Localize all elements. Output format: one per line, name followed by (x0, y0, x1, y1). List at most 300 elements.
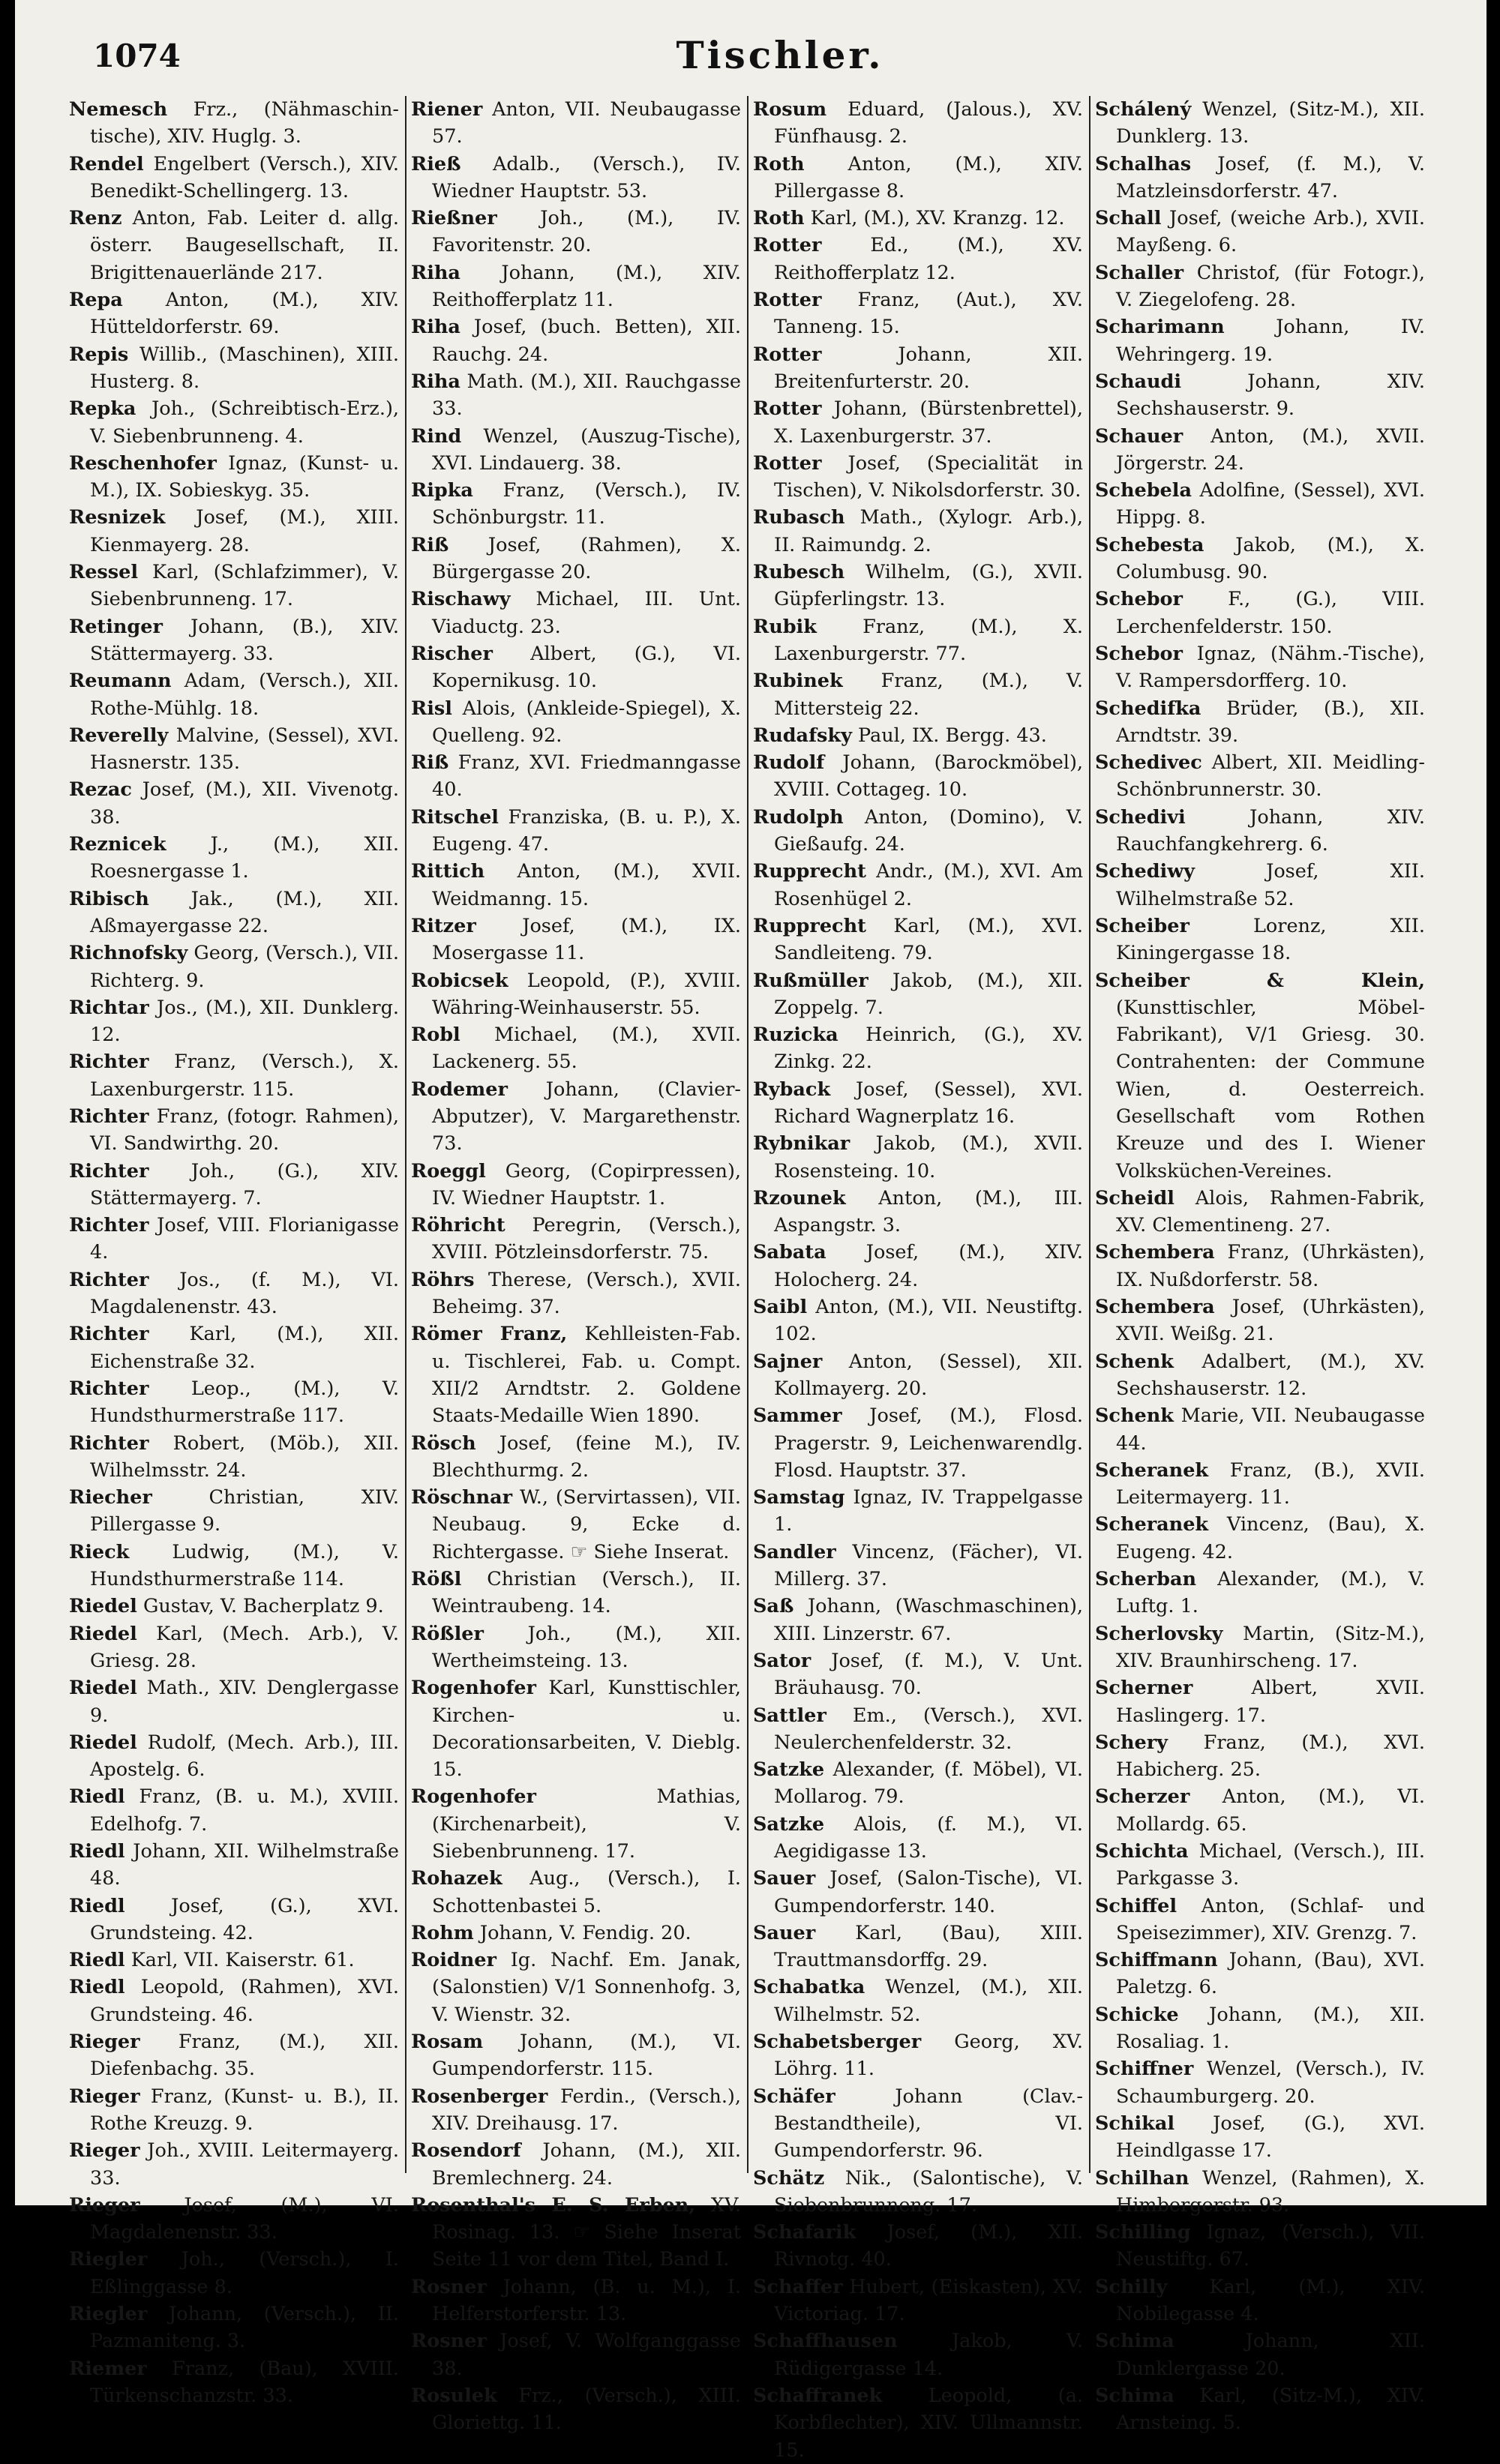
directory-entry (753, 667, 1083, 722)
directory-entry (1095, 1185, 1425, 1239)
entry-details: Franz, (Uhrkästen), IX. Nußdorferstr. 58. (1116, 1241, 1425, 1291)
entry-details: Rudolf, (Mech. Arb.), III. Apostelg. 6. (90, 1731, 399, 1782)
entry-details: Josef, (buch. Betten), XII. Rauchg. 24. (432, 316, 741, 366)
entry-name: Reverelly (69, 724, 169, 747)
directory-entry (1095, 967, 1425, 1185)
directory-entry (1095, 1783, 1425, 1838)
directory-entry (411, 913, 741, 967)
entry-details: Franziska, (B. u. P.), X. Eugeng. 47. (432, 805, 741, 856)
entry-details: Johann, (Versch.), II. Pazmaniteng. 3. (90, 2303, 399, 2353)
entry-details: Leopold, (a. Korbflechter), XIV. Ullmannstr. 15. (774, 2384, 1083, 2462)
directory-entry (1095, 259, 1425, 314)
entry-name: Riedl (69, 1785, 125, 1809)
entry-details: Karl, Kunsttischler, Kirchen- u. Decorationsarbeiten, V. Dieblg. 15. (432, 1677, 741, 1782)
entry-details: Johann, (M.), XII. Rosaliag. 1. (1116, 2003, 1425, 2054)
directory-entry (1095, 1729, 1425, 1784)
directory-entry (69, 776, 399, 831)
directory-entry (411, 858, 741, 913)
entry-details: Josef, (Uhrkästen), XVII. Weißg. 21. (1116, 1296, 1425, 1346)
entry-name: Rosenthal's E. S. Erben, (411, 2193, 696, 2217)
directory-entry (411, 2274, 741, 2328)
directory-entry (69, 667, 399, 722)
entry-details: Jakob, (M.), XII. Zoppelg. 7. (774, 969, 1083, 1019)
entry-name: Schedivi (1095, 805, 1186, 829)
entry-name: Scherban (1095, 1568, 1197, 1591)
directory-entry (753, 1130, 1083, 1185)
entry-details: Franz, (Bau), XVIII. Türkenschanzstr. 33. (90, 2357, 399, 2407)
directory-entry (69, 286, 399, 341)
entry-name: Riedl (69, 1976, 125, 1999)
entry-details: Ludwig, (M.), V. Hundsthurmerstraße 114. (90, 1540, 399, 1591)
entry-name: Riener (411, 98, 483, 121)
entry-details: Franz, (Kunst- u. B.), II. Rothe Kreuzg. 9. (90, 2085, 399, 2135)
entry-details: Franz, (M.), XVI. Habicherg. 25. (1116, 1731, 1425, 1782)
entry-details: Joh., (M.), IV. Favoritenstr. 20. (432, 207, 741, 257)
entry-name: Riha (411, 261, 460, 284)
entry-details: Johann (Clav.-Bestandtheile), VI. Gumpendorferstr. 96. (774, 2085, 1083, 2163)
entry-name: Rudolph (753, 805, 844, 829)
entry-name: Rußmüller (753, 969, 868, 992)
entry-details: Michael, III. Unt. Viaductg. 23. (432, 588, 741, 638)
entry-details: Karl, (Schlafzimmer), V. Siebenbrunneng. 17. (90, 561, 399, 611)
directory-entry (411, 205, 741, 259)
directory-entry (753, 96, 1083, 151)
directory-entry (1095, 151, 1425, 205)
entry-name: Satzke (753, 1758, 825, 1782)
entry-name: Rudafsky (753, 724, 852, 747)
directory-entry (411, 586, 741, 640)
entry-details: Frz., (Versch.), XIII. Gloriettg. 11. (432, 2384, 741, 2435)
directory-entry (411, 2192, 741, 2274)
directory-entry (1095, 1402, 1425, 1457)
directory-entry (411, 2382, 741, 2437)
entry-name: Richter (69, 1323, 149, 1346)
entry-details: Ignaz, IV. Trappelgasse 1. (774, 1486, 1083, 1536)
directory-entry (69, 1212, 399, 1266)
entry-name: Schabetsberger (753, 2031, 922, 2054)
directory-entry (411, 423, 741, 478)
directory-entry (753, 858, 1083, 913)
directory-entry (753, 1076, 1083, 1131)
entry-details: Math. (M.), XII. Rauchgasse 33. (432, 370, 741, 421)
entry-name: Ritschel (411, 805, 499, 829)
directory-entry (753, 1920, 1083, 1974)
entry-name: Riedel (69, 1595, 137, 1618)
entry-details: Andr., (M.), XVI. Am Rosenhügel 2. (774, 860, 1083, 910)
directory-columns (69, 96, 1464, 2462)
directory-entry (69, 2083, 399, 2138)
entry-details: Anton, (M.), XVII. Weidmanng. 15. (432, 860, 741, 910)
entry-details: Josef, XII. Wilhelmstraße 52. (1116, 860, 1425, 910)
entry-name: Sammer (753, 1404, 842, 1428)
directory-entry (1095, 1838, 1425, 1893)
entry-name: Rzounek (753, 1186, 846, 1210)
entry-details: Jakob, (M.), XVII. Rosensteing. 10. (774, 1132, 1083, 1183)
entry-name: Riedl (69, 1949, 125, 1972)
directory-entry (753, 804, 1083, 859)
directory-entry (411, 96, 741, 151)
column-3 (753, 96, 1083, 2462)
directory-entry (69, 205, 399, 286)
entry-name: Reznicek (69, 833, 166, 856)
entry-details: Paul, IX. Bergg. 43. (851, 724, 1047, 747)
directory-entry (69, 1103, 399, 1158)
directory-entry (1095, 2274, 1425, 2328)
entry-name: Rieck (69, 1540, 130, 1563)
column-1 (69, 96, 399, 2407)
entry-name: Rieger (69, 2085, 140, 2108)
column-4 (1095, 96, 1425, 2435)
directory-entry (411, 1674, 741, 1783)
entry-details: Johann, XII. Dunklergasse 20. (1116, 2330, 1425, 2380)
directory-entry (1095, 96, 1425, 151)
entry-name: Rieger (69, 2031, 140, 2054)
directory-entry (411, 368, 741, 423)
entry-name: Richnofsky (69, 942, 188, 965)
entry-name: Schäfer (753, 2085, 836, 2108)
directory-entry (753, 1239, 1083, 1293)
directory-entry (69, 1484, 399, 1539)
directory-entry (753, 559, 1083, 613)
directory-entry (1095, 1566, 1425, 1620)
directory-entry (69, 504, 399, 559)
entry-details: Karl, (Bau), XIII. Trauttmansdorffg. 29. (774, 1921, 1083, 1972)
entry-name: Scherner (1095, 1677, 1193, 1700)
entry-details: Josef, (f. M.), V. Matzleinsdorferstr. 47. (1116, 152, 1425, 202)
entry-name: Schall (1095, 207, 1162, 230)
entry-name: Scharimann (1095, 316, 1225, 339)
entry-details: Wenzel, (M.), XII. Wilhelmstr. 52. (774, 1976, 1083, 2026)
directory-entry (1095, 2382, 1425, 2437)
entry-name: Schebor (1095, 642, 1183, 665)
entry-name: Rieger (69, 2139, 140, 2163)
entry-name: Resnizek (69, 506, 166, 529)
entry-details: Franz, (B.), XVII. Leitermayerg. 11. (1116, 1458, 1425, 1509)
directory-entry (411, 1566, 741, 1620)
directory-entry (69, 2246, 399, 2301)
directory-entry (69, 886, 399, 940)
entry-name: Riemer (69, 2357, 147, 2380)
entry-details: Mathias, (Kirchenarbeit), V. Siebenbrunneng. 17. (432, 1785, 741, 1863)
entry-details: Anton, (M.), VI. Mollardg. 65. (1116, 1785, 1425, 1836)
directory-entry (411, 313, 741, 368)
directory-entry (411, 1484, 741, 1566)
directory-entry (753, 1021, 1083, 1076)
directory-entry (1095, 423, 1425, 478)
directory-entry (411, 1320, 741, 1429)
entry-details: Johann, (M.), XIV. Reithofferplatz 11. (432, 261, 741, 312)
entry-details: Vincenz, (Bau), X. Eugeng. 42. (1116, 1513, 1425, 1563)
entry-details: Karl, (M.), XIV. Nobilegasse 4. (1116, 2275, 1425, 2326)
entry-details: Anton, (Schlaf- und Speisezimmer), XIV. Grenzg. 7. (1116, 1894, 1425, 1944)
entry-details: Peregrin, (Versch.), XVIII. Pötzleinsdorferstr. 75. (432, 1214, 741, 1264)
entry-details: Georg, (Copirpressen), IV. Wiedner Hauptstr. 1. (432, 1159, 741, 1210)
entry-name: Richtar (69, 996, 149, 1019)
directory-entry (411, 640, 741, 695)
entry-details: Aug., (Versch.), I. Schottenbastei 5. (432, 1867, 741, 1917)
entry-name: Richter (69, 1431, 149, 1455)
entry-details: Josef, (weiche Arb.), XVII. Mayßeng. 6. (1116, 207, 1425, 257)
entry-name: Robicsek (411, 969, 508, 992)
directory-entry (1095, 2328, 1425, 2382)
directory-entry (753, 1702, 1083, 1757)
directory-entry (69, 1974, 399, 2028)
directory-entry (1095, 2110, 1425, 2165)
directory-entry (69, 722, 399, 777)
entry-details: Lorenz, XII. Kiningergasse 18. (1116, 914, 1425, 965)
entry-name: Richter (69, 1105, 149, 1128)
entry-details: Karl, (Mech. Arb.), V. Griesg. 28. (90, 1622, 399, 1672)
entry-name: Schiffel (1095, 1894, 1178, 1917)
directory-entry (69, 831, 399, 886)
directory-entry (411, 477, 741, 532)
entry-details: Anton, (M.), XIV. Pillergasse 8. (774, 152, 1083, 202)
entry-name: Scherzer (1095, 1785, 1190, 1809)
entry-name: Reschenhofer (69, 451, 217, 475)
entry-name: Riegler (69, 2303, 148, 2326)
entry-details: Johann, IV. Wehringerg. 19. (1116, 316, 1425, 366)
entry-name: Schebor (1095, 588, 1183, 611)
entry-details: Martin, (Sitz-M.), XIV. Braunhirscheng. 17. (1116, 1622, 1425, 1672)
directory-entry (1095, 2055, 1425, 2110)
entry-name: Repka (69, 397, 136, 421)
entry-details: XV. Rosinag. 13. ☞ Siehe Inserat Seite 11 vor dem Titel, Band I. (432, 2193, 742, 2271)
entry-details: Alois, (f. M.), VI. Aegidigasse 13. (774, 1812, 1083, 1863)
entry-details: Alexander, (f. Möbel), VI. Mollarog. 79. (774, 1758, 1083, 1809)
entry-details: Adalbert, (M.), XV. Sechshauserstr. 12. (1116, 1350, 1425, 1400)
entry-details: Johann, (Barockmöbel), XVIII. Cottageg. 10. (774, 751, 1083, 802)
entry-name: Sator (753, 1649, 812, 1672)
entry-name: Rezac (69, 778, 132, 802)
entry-details: Ed., (M.), XV. Reithofferplatz 12. (774, 234, 1083, 284)
entry-name: Rind (411, 424, 462, 448)
entry-details: Josef, (M.), XII. Vivenotg. 38. (90, 778, 399, 829)
entry-name: Roth (753, 207, 805, 230)
directory-entry (69, 1593, 399, 1620)
entry-name: Rubik (753, 615, 817, 638)
entry-details: Georg, XV. Löhrg. 11. (774, 2031, 1083, 2081)
entry-details: Johann, (M.), XII. Bremlechnerg. 24. (432, 2139, 741, 2190)
entry-name: Repis (69, 343, 129, 366)
entry-details: Michael, (Versch.), III. Parkgasse 3. (1116, 1840, 1425, 1890)
directory-entry (753, 2274, 1083, 2328)
entry-name: Schaller (1095, 261, 1184, 284)
entry-details: Johann, (B. u. M.), I. Helferstorferstr. 13. (432, 2275, 741, 2326)
entry-name: Schaudi (1095, 370, 1182, 393)
entry-name: Schilhan (1095, 2166, 1190, 2190)
directory-entry (753, 1647, 1083, 1702)
entry-details: Wenzel, (Rahmen), X. Himbergerstr. 93. (1116, 2166, 1425, 2217)
directory-entry (1095, 2219, 1425, 2274)
directory-entry (69, 613, 399, 668)
directory-entry (411, 151, 741, 205)
directory-entry (1095, 205, 1425, 259)
directory-entry (753, 2165, 1083, 2220)
directory-entry (753, 967, 1083, 1022)
entry-name: Rendel (69, 152, 144, 175)
entry-details: Anton, (M.), XVII. Jörgerstr. 24. (1116, 424, 1425, 475)
directory-entry (1095, 749, 1425, 804)
entry-name: Scheranek (1095, 1458, 1209, 1482)
entry-name: Röschnar (411, 1486, 513, 1509)
entry-details: Christian, XIV. Pillergasse 9. (90, 1486, 399, 1536)
entry-name: Rotter (753, 397, 822, 421)
directory-entry (753, 341, 1083, 396)
entry-name: Rößler (411, 1622, 484, 1645)
entry-details: Georg, (Versch.), VII. Richterg. 9. (90, 942, 399, 992)
entry-details: Josef, (M.), VI. Magdalenenstr. 33. (90, 2193, 399, 2244)
directory-entry (69, 96, 399, 151)
entry-details: Josef, (G.), XVI. Heindlgasse 17. (1116, 2112, 1425, 2163)
entry-details: J., (M.), XII. Roesnergasse 1. (90, 833, 399, 883)
entry-name: Ressel (69, 561, 139, 584)
entry-name: Ribisch (69, 887, 149, 910)
directory-entry (1095, 1348, 1425, 1403)
entry-name: Schichta (1095, 1840, 1189, 1863)
page-header (75, 28, 1485, 88)
entry-details: Wenzel, (Auszug-Tische), XVI. Lindauerg. 38. (432, 424, 741, 475)
entry-name: Rotter (753, 451, 822, 475)
entry-details: Franz, (Versch.), X. Laxenburgerstr. 115. (90, 1051, 399, 1101)
entry-details: Wenzel, (Sitz-M.), XII. Dunklerg. 13. (1116, 98, 1425, 148)
entry-name: Rösch (411, 1431, 476, 1455)
entry-name: Riecher (69, 1486, 152, 1509)
directory-entry (753, 613, 1083, 668)
entry-details: Franz, (Versch.), IV. Schönburgstr. 11. (432, 479, 741, 529)
entry-name: Schaffer (753, 2275, 843, 2298)
entry-name: Rupprecht (753, 914, 866, 937)
entry-name: Riedel (69, 1622, 137, 1645)
entry-details: Josef, VIII. Florianigasse 4. (90, 1214, 399, 1264)
entry-details: Kehlleisten-Fab. u. Tischlerei, Fab. u. Compt. XII/2 Arndtstr. 2. Goldene Staats-Medaille Wien 1890. (432, 1323, 741, 1428)
directory-entry (411, 2137, 741, 2192)
entry-details: Leopold, (Rahmen), XVI. Grundsteing. 46. (90, 1976, 399, 2026)
directory-entry (69, 1375, 399, 1430)
directory-entry (753, 286, 1083, 341)
entry-details: Joh., XVIII. Leitermayerg. 33. (90, 2139, 399, 2190)
entry-details: Joh., (G.), XIV. Stättermayerg. 7. (90, 1159, 399, 1210)
entry-details: Christian (Versch.), II. Weintraubeng. 14. (432, 1568, 741, 1618)
entry-name: Rosendorf (411, 2139, 521, 2163)
entry-name: Rosum (753, 98, 827, 121)
entry-details: Ig. Nachf. Em. Janak, (Salonstien) V/1 Sonnenhofg. 3, V. Wienstr. 32. (432, 1949, 741, 2026)
entry-name: Repa (69, 289, 123, 312)
entry-details: Albert, XII. Meidling-Schönbrunnerstr. 30. (1116, 751, 1425, 802)
directory-entry (411, 2083, 741, 2138)
directory-entry (69, 1620, 399, 1675)
entry-details: Adam, (Versch.), XII. Rothe-Mühlg. 18. (90, 670, 399, 720)
entry-details: Josef, (f. M.), V. Unt. Bräuhausg. 70. (774, 1649, 1083, 1700)
directory-entry (753, 2219, 1083, 2274)
entry-details: Jakob, (M.), X. Columbusg. 90. (1116, 533, 1425, 584)
entry-name: Sajner (753, 1350, 823, 1373)
directory-entry (1095, 313, 1425, 368)
entry-details: Jos., (f. M.), VI. Magdalenenstr. 43. (90, 1268, 399, 1319)
entry-name: Rubesch (753, 561, 845, 584)
entry-name: Richter (69, 1214, 149, 1237)
entry-details: Josef, (Rahmen), X. Bürgergasse 20. (432, 533, 741, 584)
entry-details: Anton, (M.), III. Aspangstr. 3. (774, 1186, 1083, 1237)
directory-entry (753, 1539, 1083, 1593)
entry-details: Anton, (Domino), V. Gießaufg. 24. (774, 805, 1083, 856)
directory-entry (411, 1920, 741, 1947)
entry-details: Frz., (Nähmaschin-tische), XIV. Huglg. 3. (90, 98, 399, 148)
entry-details: Alois, Rahmen-Fabrik, XV. Clementineng. 27. (1116, 1186, 1425, 1237)
page-number: 1074 (93, 37, 181, 74)
entry-name: Rosam (411, 2031, 484, 2054)
directory-entry (1095, 532, 1425, 586)
entry-name: Samstag (753, 1486, 845, 1509)
directory-entry (411, 749, 741, 804)
entry-details: Josef, (M.), XIII. Kienmayerg. 28. (90, 506, 399, 556)
directory-entry (753, 1348, 1083, 1403)
entry-name: Schedifka (1095, 697, 1202, 720)
entry-name: Riedl (69, 1840, 125, 1863)
entry-name: Rittich (411, 860, 485, 883)
entry-details: Marie, VII. Neubaugasse 44. (1116, 1404, 1425, 1455)
entry-details: Josef, (Sessel), XVI. Richard Wagnerplatz 16. (774, 1078, 1083, 1128)
entry-name: Riegler (69, 2248, 148, 2271)
entry-name: Riha (411, 316, 460, 339)
directory-entry (753, 504, 1083, 559)
directory-entry (411, 1158, 741, 1213)
entry-name: Schembera (1095, 1241, 1215, 1264)
directory-entry (753, 1402, 1083, 1484)
directory-entry (753, 205, 1083, 232)
entry-details: Josef, V. Wolfganggasse 38. (432, 2330, 741, 2380)
entry-details: Hubert, (Eiskasten), XV. Victoriag. 17. (774, 2275, 1083, 2326)
directory-entry (1095, 368, 1425, 423)
entry-details: Vincenz, (Fächer), VI. Millerg. 37. (774, 1540, 1083, 1591)
entry-details: Jos., (M.), XII. Dunklerg. 12. (90, 996, 399, 1047)
entry-details: Ferdin., (Versch.), XIV. Dreihausg. 17. (432, 2085, 741, 2135)
directory-entry (411, 1212, 741, 1266)
directory-entry (69, 2301, 399, 2355)
entry-name: Rotter (753, 234, 822, 257)
directory-entry (69, 559, 399, 613)
entry-name: Rodemer (411, 1078, 508, 1101)
directory-entry (753, 450, 1083, 505)
entry-name: Rudolf (753, 751, 825, 775)
entry-details: Albert, (G.), VI. Kopernikusg. 10. (432, 642, 741, 693)
entry-details: Brüder, (B.), XII. Arndtstr. 39. (1116, 697, 1425, 747)
directory-entry (411, 532, 741, 586)
entry-name: Sandler (753, 1540, 836, 1563)
directory-entry (1095, 2165, 1425, 2220)
entry-details: Johann, XII. Breitenfurterstr. 20. (774, 343, 1083, 393)
entry-details: Josef, (M.), XIV. Holocherg. 24. (774, 1241, 1083, 1291)
entry-details: Joh., (Schreibtisch-Erz.), V. Siebenbrunneng. 4. (90, 397, 399, 448)
entry-name: Rischawy (411, 588, 511, 611)
directory-entry (753, 749, 1083, 804)
directory-entry (69, 1320, 399, 1375)
entry-name: Rosenberger (411, 2085, 548, 2108)
directory-entry (69, 1430, 399, 1485)
directory-entry (411, 1865, 741, 1920)
entry-name: Rogenhofer (411, 1677, 536, 1700)
directory-entry (411, 695, 741, 750)
entry-details: Karl, (Sitz-M.), XIV. Arnsteing. 5. (1116, 2384, 1425, 2435)
entry-details: Josef, (feine M.), IV. Blechthurmg. 2. (432, 1431, 741, 1482)
entry-name: Rohazek (411, 1867, 502, 1890)
directory-entry (753, 1185, 1083, 1239)
entry-details: Malvine, (Sessel), XVI. Hasnerstr. 135. (90, 724, 399, 775)
directory-entry (1095, 640, 1425, 695)
entry-details: Heinrich, (G.), XV. Zinkg. 22. (774, 1024, 1083, 1074)
entry-name: Nemesch (69, 98, 168, 121)
entry-details: Engelbert (Versch.), XIV. Benedikt-Schellingerg. 13. (90, 152, 399, 202)
entry-name: Rosner (411, 2330, 487, 2353)
